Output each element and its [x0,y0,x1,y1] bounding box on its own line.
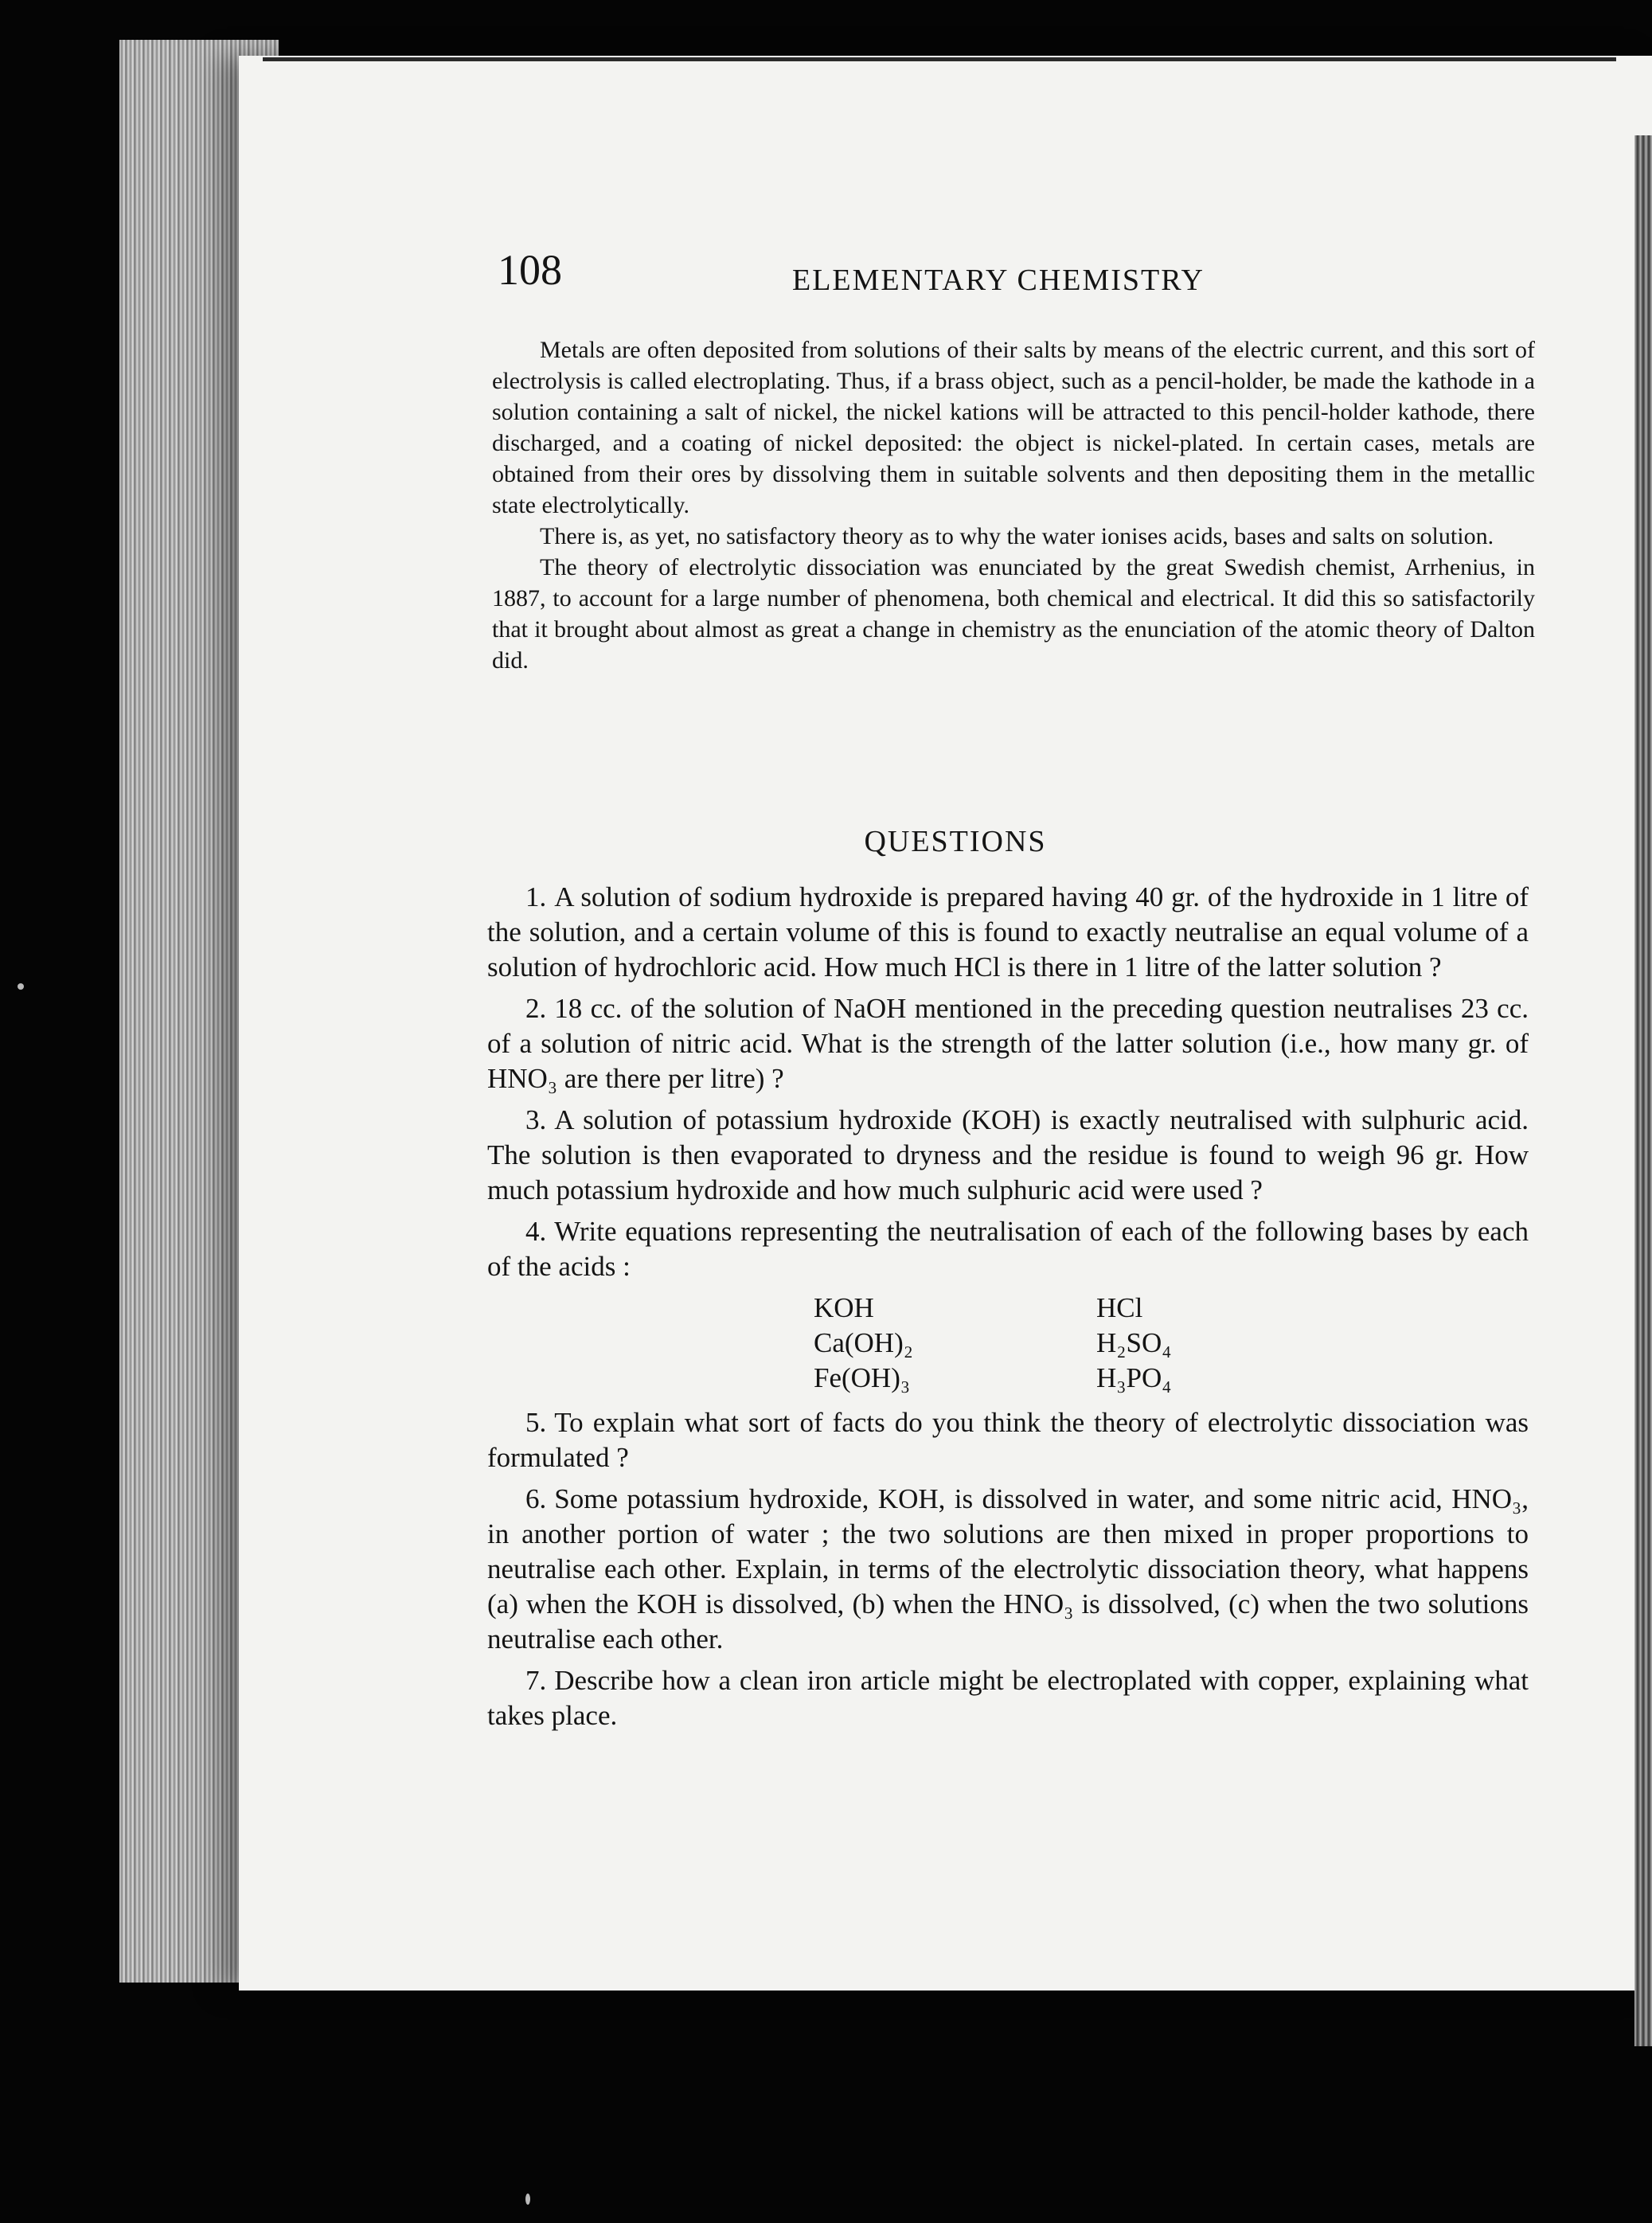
base-formula: KOH [814,1292,874,1323]
formula-table [814,1291,1171,1396]
question-item [487,1405,1529,1475]
question-text: A solution of potassium hydroxide (KOH) is exactly neutralised with sulphuric acid. The solution is then evaporated to dryness and the residue is found to weigh 96 gr. How much potassium hydroxide and how much sulphuric acid were used ? [487,1104,1529,1205]
page-header [498,245,1533,309]
question-number: 4. [525,1216,547,1247]
question-number: 3. [525,1104,547,1135]
question-text: 18 cc. of the solution of NaOH mentioned in the preceding question neutralises 23 cc. of a solution of nitric acid. What is the strength of the latter solution (i.e., how many gr. of HNO₃ are there per litre) ? [487,993,1529,1094]
intro-text [492,334,1535,676]
running-head: ELEMENTARY CHEMISTRY [792,264,1205,297]
question-text: Write equations representing the neutralisation of each of the following bases by each of the acids : [487,1216,1529,1282]
questions-heading [0,824,1652,859]
page-number: 108 [498,246,562,294]
paragraph: The theory of electrolytic dissociation was enunciated by the great Swedish chemist, Arrhenius, in 1887, to account for a large number of phenomena, both chemical and electrical. It did this so satisfactorily that it brought about almost as great a change in chemistry as the enunciation of the atomic theory of Dalton did. [492,554,1535,674]
question-item [487,1663,1529,1733]
question-item [487,1103,1529,1208]
formula-row [814,1326,1171,1361]
speck [18,983,24,990]
question-text: To explain what sort of facts do you think the theory of electrolytic dissociation was formulated ? [487,1407,1529,1473]
question-number: 2. [525,993,547,1024]
base-formula: Fe(OH)₃ [814,1362,911,1393]
question-text: Describe how a clean iron article might be electroplated with copper, explaining what takes place. [487,1665,1529,1731]
question-number: 7. [525,1665,547,1696]
page-right-edge [1634,135,1652,2046]
paragraph: There is, as yet, no satisfactory theory as to why the water ionises acids, bases and salts on solution. [540,523,1494,549]
question-item [487,991,1529,1096]
question-number: 6. [525,1483,547,1514]
paragraph: Metals are often deposited from solutions of their salts by means of the electric current, and this sort of electrolysis is called electroplating. Thus, if a brass object, such as a pencil-holder, be made the kathode in a solution containing a salt of nickel, the nickel kations will be attracted to this pencil-holder kathode, there discharged, and a coating of nickel deposited: the object is nickel-plated. In certain cases, metals are obtained from their ores by dissolving them in suitable solvents and then depositing them in the metallic state electrolytically. [492,337,1535,518]
question-item [487,880,1529,985]
acid-formula: HCl [1096,1292,1143,1323]
question-text: A solution of sodium hydroxide is prepared having 40 gr. of the hydroxide in 1 litre of the solution, and a certain volume of this is found to exactly neutralise an equal volume of a solution of hydrochloric acid. How much HCl is there in 1 litre of the latter solution ? [487,881,1529,983]
formula-row [814,1361,1171,1396]
formula-row [814,1291,1171,1326]
question-item [487,1214,1529,1284]
questions-list [487,880,1529,1740]
question-item [487,1482,1529,1657]
page-top-rule [263,57,1616,61]
base-formula: Ca(OH)₂ [814,1327,913,1358]
questions-heading-text: QUESTIONS [864,825,1047,858]
acid-formula: H₃PO₄ [1096,1362,1172,1393]
speck [525,2194,530,2205]
question-text: Some potassium hydroxide, KOH, is dissolved in water, and some nitric acid, HNO₃, in another portion of water ; the two solutions are then mixed in proper proportions to neutralise each other. Explain, in terms of the electrolytic dissociation theory, what happens (a) when the KOH is dissolved, (b) when the HNO₃ is dissolved, (c) when the two solutions neutralise each other. [487,1483,1529,1655]
question-number: 5. [525,1407,547,1438]
question-number: 1. [525,881,547,912]
acid-formula: H₂SO₄ [1096,1327,1172,1358]
